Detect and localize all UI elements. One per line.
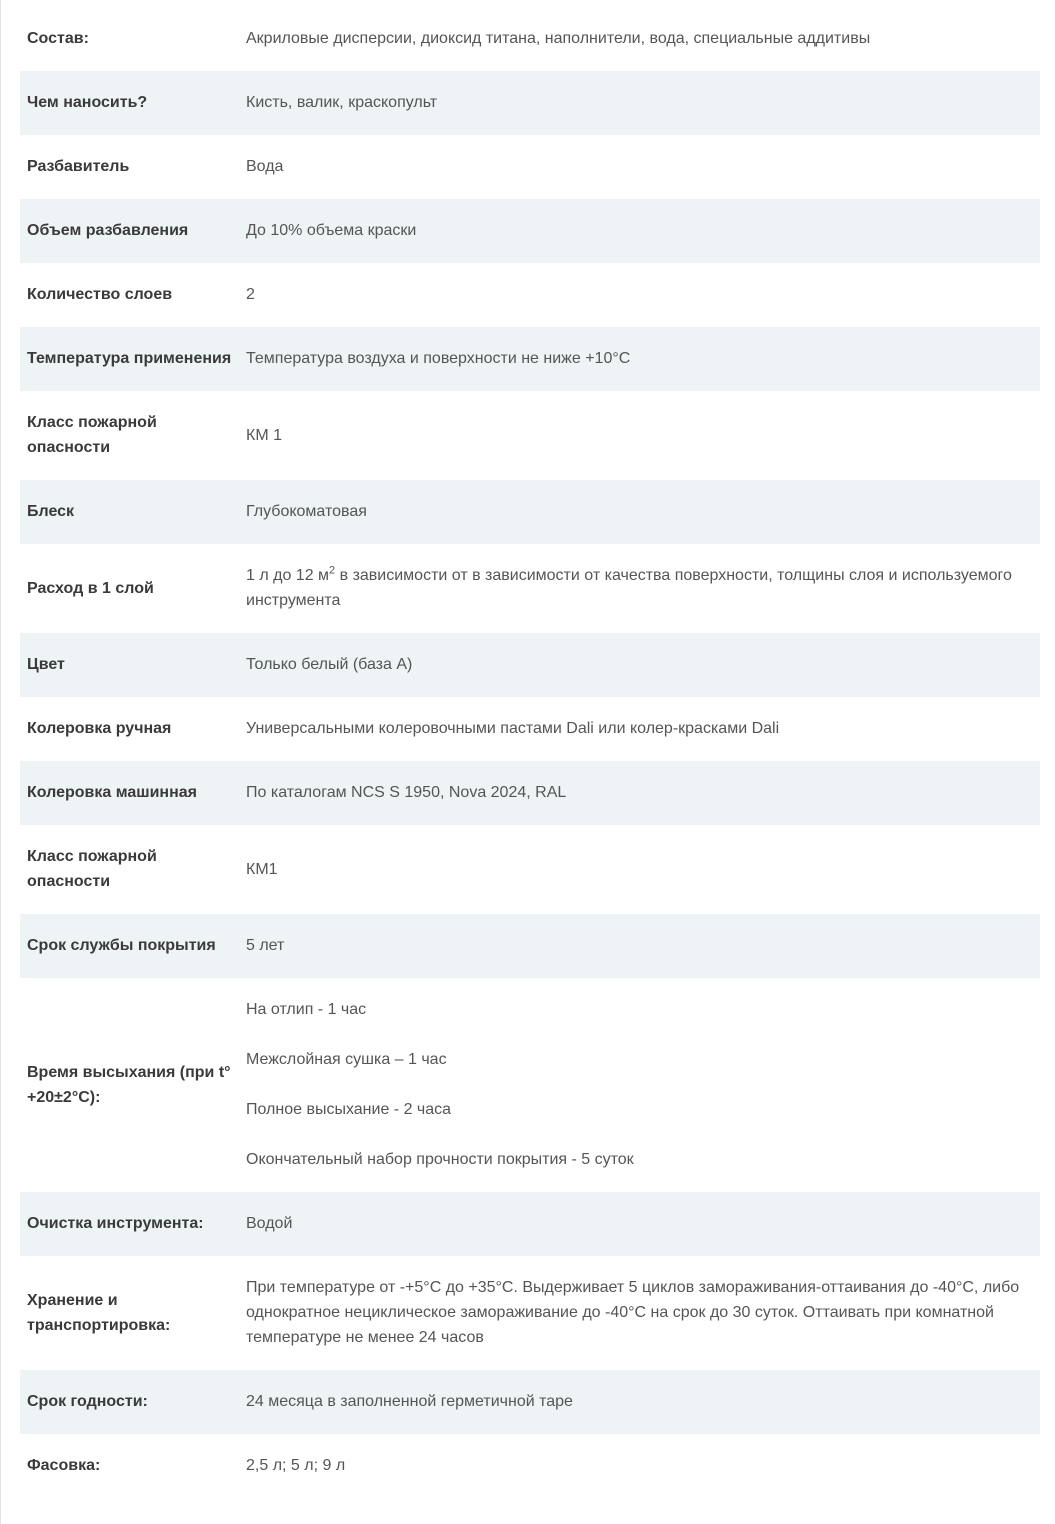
spec-value: Вода — [246, 158, 284, 175]
spec-value: Водой — [239, 1192, 1040, 1256]
spec-key: Время высыхания (при t° +20±2°С): — [27, 1063, 231, 1106]
spec-value: Кисть, валик, краскопульт — [239, 71, 1040, 135]
spec-key: Состав: — [27, 30, 89, 47]
spec-key: Чем наносить? — [20, 71, 239, 135]
specifications-table — [20, 7, 1040, 1498]
spec-value — [239, 544, 1040, 633]
spec-row-layer-count — [20, 263, 1040, 327]
spec-value: До 10% объема краски — [239, 199, 1040, 263]
spec-value: Акриловые дисперсии, диоксид титана, наполнители, вода, специальные аддитивы — [246, 30, 871, 47]
spec-key: Цвет — [20, 633, 239, 697]
spec-key: Срок службы покрытия — [20, 914, 239, 978]
spec-value: Только белый (база А) — [239, 633, 1040, 697]
spec-value: КМ 1 — [246, 426, 282, 444]
spec-row-shelf-life — [20, 1370, 1040, 1434]
spec-value: Температура воздуха и поверхности не ниже +10°C — [239, 327, 1040, 391]
spec-row-packaging — [20, 1434, 1040, 1498]
spec-key: Колеровка ручная — [27, 720, 172, 737]
spec-value: При температуре от -+5°С до +35°С. Выдерживает 5 циклов замораживания-оттаивания до -40°С, либо однократное нециклическое замораживание до -40°С на срок до 30 суток. Оттаивать при комнатной температуре не менее 24 часов — [246, 1279, 1020, 1346]
spec-key: Колеровка машинная — [20, 761, 239, 825]
spec-row-fire-class — [20, 391, 1040, 480]
spec-value: 2,5 л; 5 л; 9 л — [246, 1457, 346, 1474]
spec-key: Срок годности: — [20, 1370, 239, 1434]
spec-key: Класс пожарной опасности — [27, 414, 157, 456]
spec-value: 5 лет — [239, 914, 1040, 978]
spec-key: Блеск — [20, 480, 239, 544]
spec-row-manual-tinting — [20, 697, 1040, 761]
spec-row-composition — [20, 7, 1040, 71]
spec-row-machine-tinting — [20, 761, 1040, 825]
spec-row-dilution-volume — [20, 199, 1040, 263]
drying-line-tack-free: На отлип - 1 час — [246, 1001, 367, 1018]
spec-row-gloss — [20, 480, 1040, 544]
spec-key: Температура применения — [20, 327, 239, 391]
spec-value — [239, 978, 1040, 1192]
left-border — [0, 0, 1, 1524]
spec-key: Очистка инструмента: — [20, 1192, 239, 1256]
spec-key: Разбавитель — [27, 158, 130, 175]
spec-key: Фасовка: — [27, 1457, 101, 1474]
spec-value: 24 месяца в заполненной герметичной таре — [239, 1370, 1040, 1434]
spec-key: Количество слоев — [27, 286, 173, 303]
spec-row-drying-time — [20, 978, 1040, 1192]
spec-key: Класс пожарной опасности — [27, 848, 157, 890]
spec-row-thinner — [20, 135, 1040, 199]
spec-row-fire-class-2 — [20, 825, 1040, 914]
spec-row-tool-cleaning — [20, 1192, 1040, 1256]
spec-row-color — [20, 633, 1040, 697]
spec-key: Хранение и транспортировка: — [27, 1291, 171, 1334]
spec-row-application-temperature — [20, 327, 1040, 391]
spec-row-consumption — [20, 544, 1040, 633]
square-superscript: 2 — [329, 564, 336, 577]
spec-value: Глубокоматовая — [239, 480, 1040, 544]
spec-value: Универсальными колеровочными пастами Dali или колер-красками Dali — [246, 720, 780, 737]
spec-value: КМ1 — [246, 860, 278, 878]
consumption-text-end: в зависимости от в зависимости от качества поверхности, толщины слоя и используемого инструмента — [246, 567, 1012, 609]
drying-line-full: Полное высыхание - 2 часа — [246, 1101, 452, 1118]
spec-key: Расход в 1 слой — [27, 579, 154, 597]
spec-row-application-tool — [20, 71, 1040, 135]
drying-line-final-strength: Окончательный набор прочности покрытия - 5 суток — [246, 1151, 634, 1168]
drying-line-intercoat: Межслойная сушка – 1 час — [246, 1051, 447, 1068]
spec-value: По каталогам NCS S 1950, Nova 2024, RAL — [239, 761, 1040, 825]
spec-value: 2 — [246, 286, 255, 303]
spec-row-service-life — [20, 914, 1040, 978]
spec-key: Объем разбавления — [20, 199, 239, 263]
spec-row-storage — [20, 1256, 1040, 1370]
consumption-text-start: 1 л до 12 м — [246, 567, 330, 584]
